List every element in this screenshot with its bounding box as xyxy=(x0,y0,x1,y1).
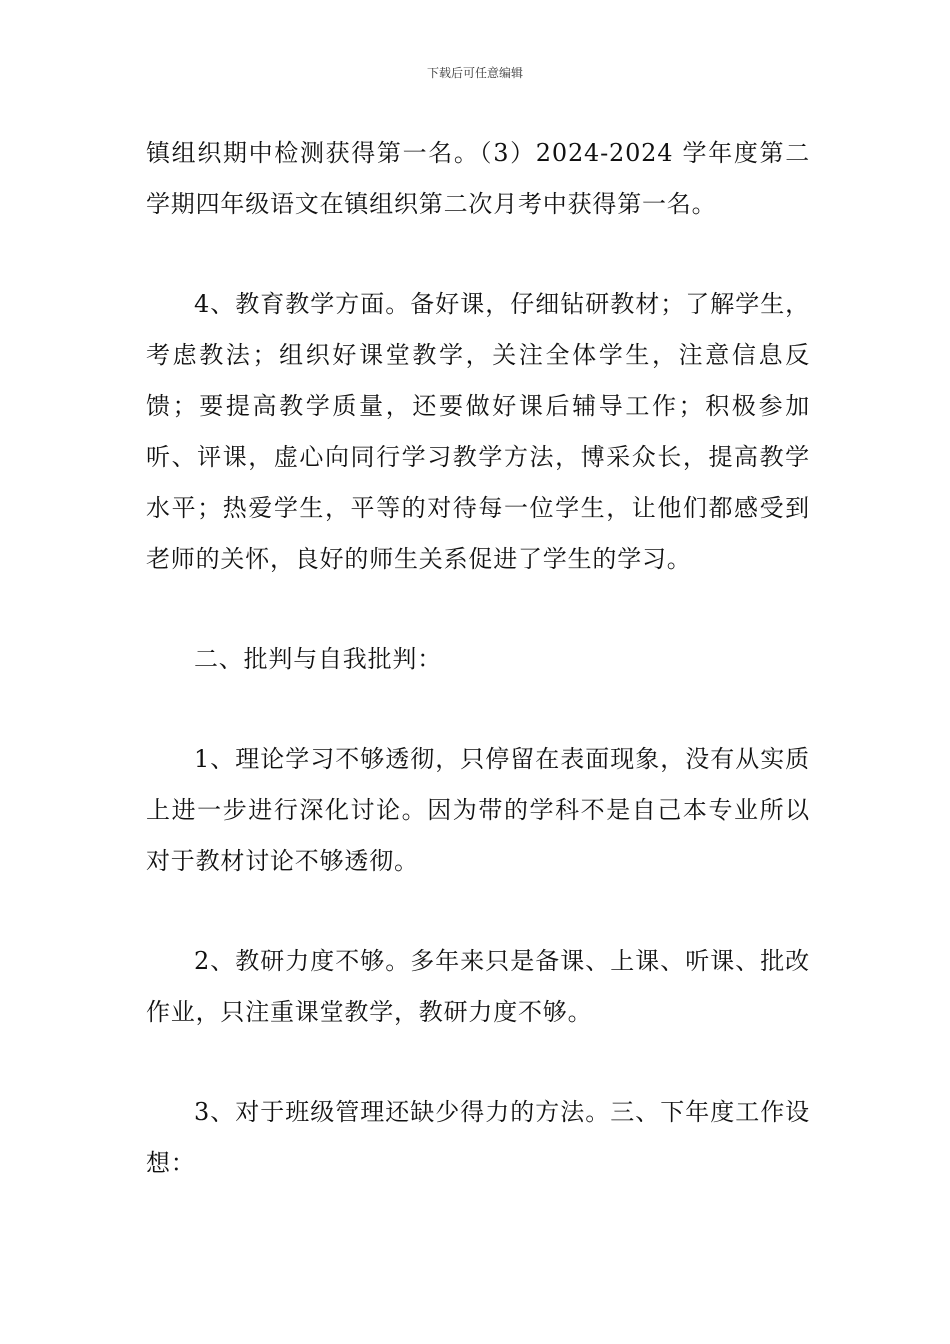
document-body xyxy=(146,128,810,1189)
paragraph-class-management: 3、对于班级管理还缺少得力的方法。三、下年度工作设想： xyxy=(146,1098,810,1177)
page-header: 下载后可任意编辑 xyxy=(426,66,523,80)
paragraph-theory-study: 1、理论学习不够透彻，只停留在表面现象，没有从实质上进一步进行深化讨论。因为带的学科不是自己本专业所以对于教材讨论不够透彻。 xyxy=(146,745,810,875)
paragraph-research-effort: 2、教研力度不够。多年来只是备课、上课、听课、批改作业，只注重课堂教学，教研力度不够。 xyxy=(146,947,810,1026)
section-heading-criticism: 二、批判与自我批判： xyxy=(194,645,442,673)
paragraph-teaching: 4、教育教学方面。备好课，仔细钻研教材；了解学生，考虑教法；组织好课堂教学，关注全体学生，注意信息反馈；要提高教学质量，还要做好课后辅导工作；积极参加听、评课，虚心向同行学习教学方法，博采众长，提高教学水平；热爱学生，平等的对待每一位学生，让他们都感受到老师的关怀，良好的师生关系促进了学生的学习。 xyxy=(146,290,810,573)
paragraph-continuation: 镇组织期中检测获得第一名。（3）2024-2024 学年度第二学期四年级语文在镇组织第二次月考中获得第一名。 xyxy=(146,139,810,218)
